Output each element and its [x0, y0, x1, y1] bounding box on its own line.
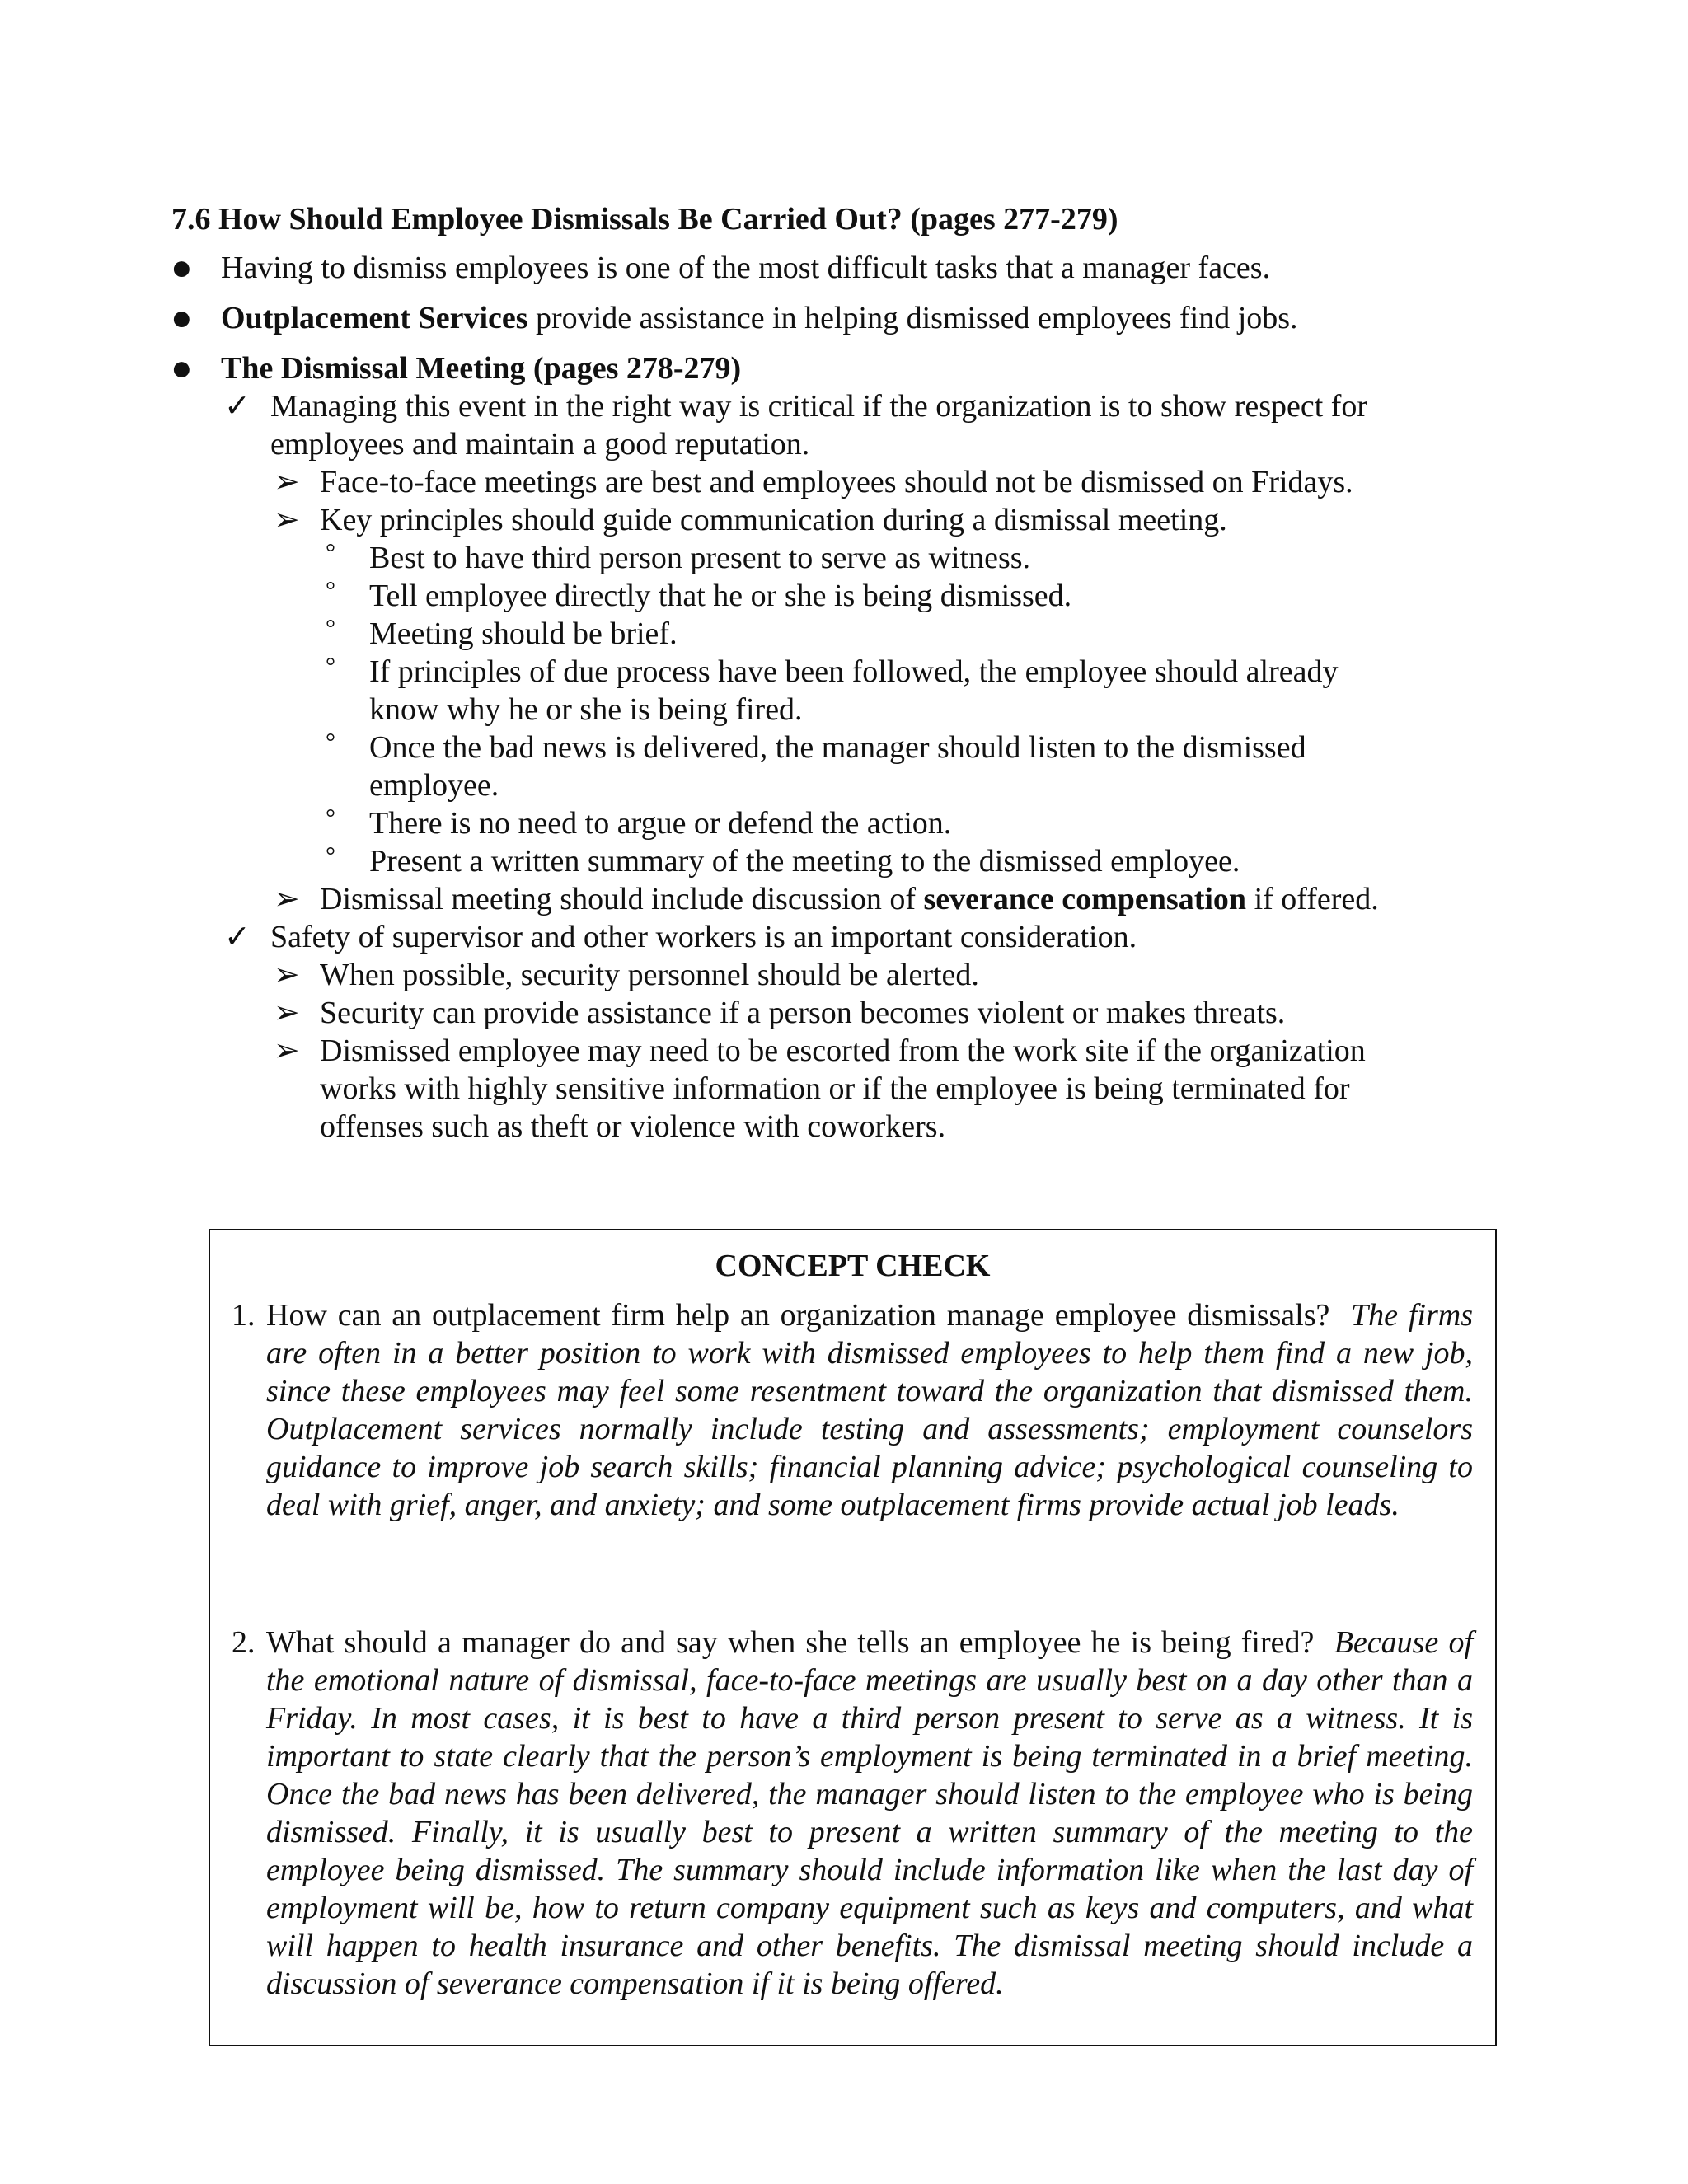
principle-4-line-2: know why he or she is being fired. [369, 692, 803, 727]
safety-arrow-3-line-1: Dismissed employee may need to be escorted from the work site if the organization [320, 1033, 1366, 1068]
arrow-bullet-icon: ➢ [274, 465, 300, 499]
concept-check-box [209, 1229, 1497, 2046]
section-heading: 7.6 How Should Employee Dismissals Be Carried Out? (pages 277-279) [171, 202, 1118, 237]
degree-bullet-icon: ° [326, 653, 335, 680]
bullet-text-rest: provide assistance in helping dismissed employees find jobs. [528, 301, 1298, 335]
check-text-1-line-2: employees and maintain a good reputation. [270, 427, 810, 462]
degree-bullet-icon: ° [326, 615, 335, 642]
arrow-text-1: Face-to-face meetings are best and employees should not be dismissed on Fridays. [320, 465, 1353, 499]
question-1 [266, 1296, 1473, 1524]
severance-text-before: Dismissal meeting should include discussion of [320, 882, 924, 916]
degree-bullet-icon: ° [326, 577, 335, 604]
arrow-bullet-icon: ➢ [274, 958, 300, 992]
severance-text-after: if offered. [1246, 882, 1379, 916]
bullet-text-3: The Dismissal Meeting (pages 278-279) [221, 351, 742, 386]
bullet-dot-icon: ● [171, 247, 193, 288]
safety-arrow-3-line-3: offenses such as theft or violence with coworkers. [320, 1109, 946, 1144]
check-text-1-line-1: Managing this event in the right way is critical if the organization is to show respect for [270, 389, 1368, 424]
question-1-text: How can an outplacement firm help an organization manage employee dismissals? [266, 1298, 1330, 1333]
answer-1-text: The firms are often in a better position to work with dismissed employees to help them find a new job, since these employees may feel some resentment toward the organization that dismissed them. Outplacement services normally include testing and assessments; employment counselors guidance to improve job search skills; financial planning advice; psychological counseling to deal with grief, anger, and anxiety; and some outplacement firms provide actual job leads. [266, 1298, 1473, 1522]
bold-term: Outplacement Services [221, 301, 528, 335]
principle-6: There is no need to argue or defend the action. [369, 806, 952, 841]
principle-2: Tell employee directly that he or she is being dismissed. [369, 579, 1072, 613]
bullet-text-1: Having to dismiss employees is one of the most difficult tasks that a manager faces. [221, 251, 1271, 285]
principle-7: Present a written summary of the meeting to the dismissed employee. [369, 844, 1240, 879]
principle-5-line-1: Once the bad news is delivered, the manager should listen to the dismissed [369, 730, 1306, 765]
arrow-bullet-icon: ➢ [274, 1033, 300, 1068]
bullet-text-2 [221, 299, 1298, 337]
answer-2-text: Because of the emotional nature of dismissal, face-to-face meetings are usually best on a day other than a Friday. In most cases, it is best to have a third person present to serve as a witness. It is important to state clearly that the person’s employment is being terminated in a brief meeting. Once the bad news has been delivered, the manager should listen to the employee who is being dismissed. Finally, it is usually best to present a written summary of the meeting to the employee being dismissed. The summary should include information like when the last day of employment will be, how to return company equipment such as keys and computers, and what will happen to health insurance and other benefits. The dismissal meeting should include a discussion of severance compensation if it is being offered. [266, 1625, 1474, 2001]
question-2 [266, 1624, 1473, 2003]
safety-arrow-3-line-2: works with highly sensitive information or if the employee is being terminated for [320, 1071, 1350, 1106]
arrow-severance [320, 880, 1379, 918]
checkmark-icon: ✓ [224, 920, 251, 954]
question-1-number: 1. [232, 1298, 256, 1333]
checkmark-icon: ✓ [224, 389, 251, 424]
severance-bold-term: severance compensation [923, 882, 1247, 916]
arrow-text-2: Key principles should guide communication during a dismissal meeting. [320, 503, 1227, 537]
arrow-bullet-icon: ➢ [274, 996, 300, 1030]
arrow-bullet-icon: ➢ [274, 503, 300, 537]
principle-5-line-2: employee. [369, 768, 499, 803]
principle-3: Meeting should be brief. [369, 616, 678, 651]
safety-arrow-1: When possible, security personnel should be alerted. [320, 958, 979, 992]
degree-bullet-icon: ° [326, 729, 335, 756]
degree-bullet-icon: ° [326, 539, 335, 566]
safety-arrow-2: Security can provide assistance if a person becomes violent or makes threats. [320, 996, 1286, 1030]
check-text-2: Safety of supervisor and other workers is an important consideration. [270, 920, 1137, 954]
degree-bullet-icon: ° [326, 842, 335, 869]
bullet-dot-icon: ● [171, 298, 193, 338]
degree-bullet-icon: ° [326, 804, 335, 832]
question-2-text: What should a manager do and say when she tells an employee he is being fired? [266, 1625, 1315, 1660]
principle-1: Best to have third person present to serve as witness. [369, 541, 1031, 575]
arrow-bullet-icon: ➢ [274, 882, 300, 916]
concept-check-title: CONCEPT CHECK [715, 1249, 991, 1283]
bullet-dot-icon: ● [171, 348, 193, 388]
question-2-number: 2. [232, 1625, 256, 1660]
principle-4-line-1: If principles of due process have been followed, the employee should already [369, 654, 1339, 689]
